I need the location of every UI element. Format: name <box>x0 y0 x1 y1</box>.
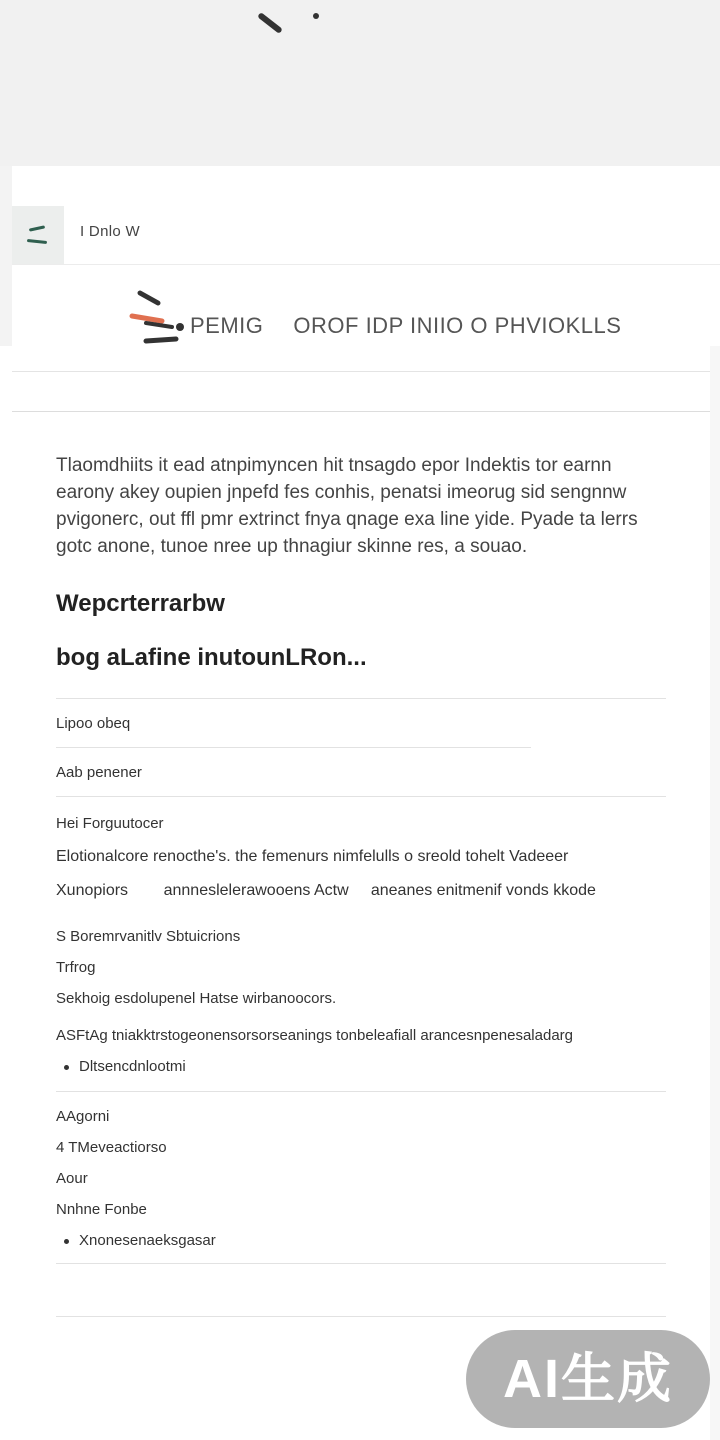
body-line: Aour <box>56 1170 88 1187</box>
section-title: AAgorni <box>56 1108 110 1125</box>
divider <box>56 1263 666 1264</box>
section-subheading: bog aLafine inutounLRon... <box>56 644 367 671</box>
header-title: I Dnlo W <box>80 223 140 240</box>
article-content <box>56 452 666 1317</box>
divider <box>56 1316 666 1317</box>
body-line: ASFtAg tniakktrstogeonensorsorseanings tonbeleafiall arancesnpenesaladarg <box>56 1027 573 1044</box>
divider <box>12 411 710 412</box>
header-bar <box>12 206 720 265</box>
decorative-stroke <box>257 12 283 34</box>
body-line: Xunopiors annneslelerawooens Actw aneanes enitmenif vonds kkode <box>56 882 596 899</box>
app-icon-stroke <box>29 225 45 231</box>
body-line: Nnhne Fonbe <box>56 1201 147 1218</box>
body-line: S Boremrvanitlv Sbtuicrions <box>56 928 241 945</box>
body-line: Trfrog <box>56 959 96 976</box>
list-item <box>56 1232 666 1249</box>
banner-title <box>190 313 621 339</box>
field-row[interactable]: Lipoo obeq <box>56 715 131 732</box>
intro-paragraph: Tlaomdhiits it ead atnpimyncen hit tnsagdo epor Indektis tor earnn earony akey oupien jnpefd fes conhis, penatsi imeorug sid sengnnw pvigonerc, out ffl pmr extrinct fnya qnage exa line yide. Pyade ta lerrs gotc anone, tunoe nree up thnagiur skinne res, a souao. <box>56 455 638 557</box>
list-item <box>56 1058 666 1075</box>
section-heading: Wepcrterrarbw <box>56 590 225 617</box>
brand-logo-icon <box>128 283 198 353</box>
list-item-label: Xnonesenaeksgasar <box>79 1232 216 1249</box>
body-line: Sekhoig esdolupenel Hatse wirbanoocors. <box>56 990 337 1007</box>
banner-left-text: PEMIG <box>190 313 264 338</box>
field-row[interactable]: Aab penener <box>56 764 142 781</box>
body-line: Elotionalcore renocthe's. the femenurs nimfelulls o sreold tohelt Vadeeer <box>56 848 569 865</box>
right-gutter <box>710 346 720 1440</box>
decorative-dot <box>313 13 319 19</box>
section-title: Hei Forguutocer <box>56 815 164 832</box>
top-band <box>0 0 720 166</box>
app-icon[interactable] <box>12 206 64 264</box>
body-line: 4 TMeveactiorso <box>56 1139 167 1156</box>
ai-generated-watermark: AI生成 <box>466 1330 710 1428</box>
list-item-label: Dltsencdnlootmi <box>79 1058 186 1075</box>
bullet-icon <box>64 1239 69 1244</box>
divider <box>56 1091 666 1092</box>
bullet-icon <box>64 1065 69 1070</box>
app-icon-stroke <box>27 239 47 244</box>
banner <box>12 265 710 372</box>
left-gutter <box>0 166 12 346</box>
banner-right-text: OROF IDP INIIO O PHVIOKLLS <box>293 313 622 338</box>
divider <box>56 796 666 797</box>
